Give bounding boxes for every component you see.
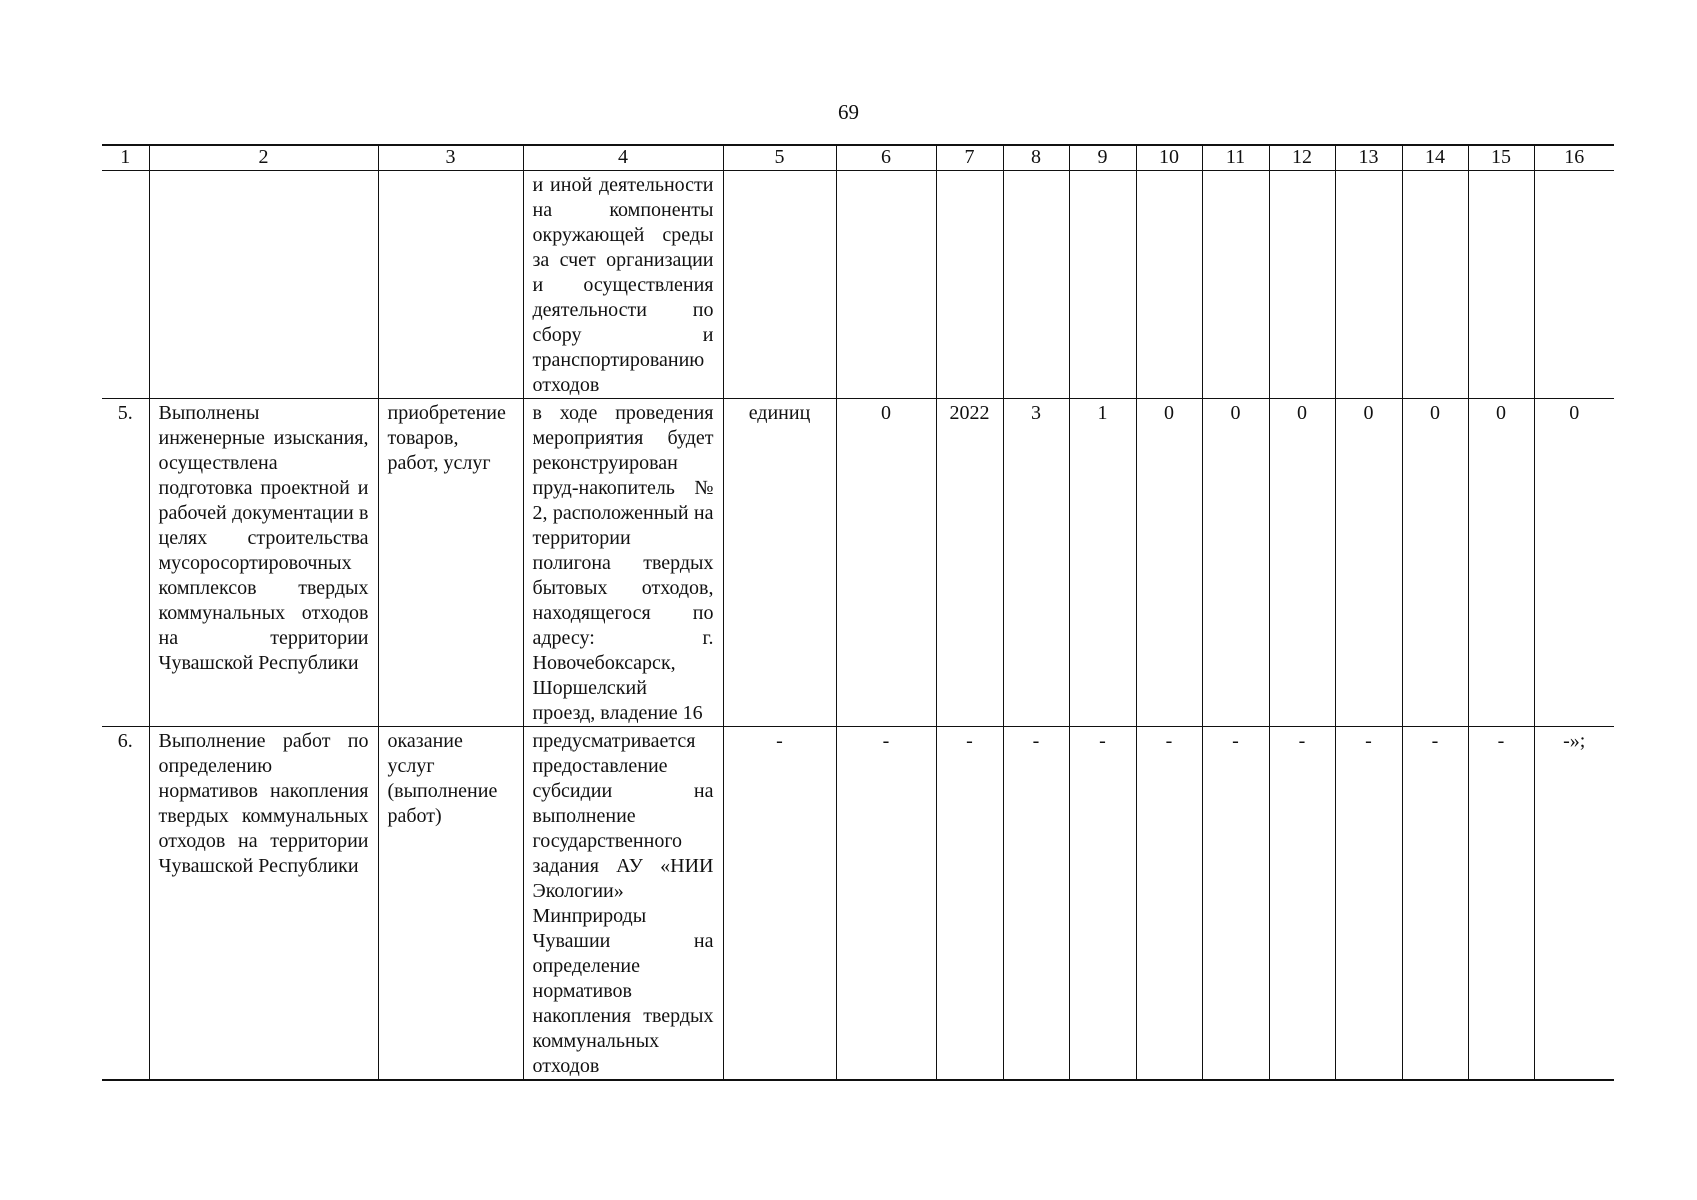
value-cell xyxy=(1069,171,1136,399)
value-cell: - xyxy=(936,727,1003,1081)
header-cell: 10 xyxy=(1136,145,1202,171)
value-cell: 1 xyxy=(1069,399,1136,727)
header-cell: 14 xyxy=(1402,145,1468,171)
measure-type: оказание услуг (выполнение работ) xyxy=(378,727,523,1081)
value-cell: 0 xyxy=(1136,399,1202,727)
table-row xyxy=(102,171,1614,399)
row-number: 5. xyxy=(102,399,149,727)
value-cell: - xyxy=(1269,727,1335,1081)
header-cell: 5 xyxy=(723,145,836,171)
value-cell: 2022 xyxy=(936,399,1003,727)
measure-unit xyxy=(723,171,836,399)
table-header-row xyxy=(102,145,1614,171)
header-cell: 9 xyxy=(1069,145,1136,171)
header-cell: 16 xyxy=(1534,145,1614,171)
value-cell: 0 xyxy=(1402,399,1468,727)
measure-description: предусматривается предоставление субсидии на выполнение государственного задания АУ «НИИ Экологии» Минприроды Чувашии на определение нормативов накопления твердых коммунальных отходов xyxy=(523,727,723,1081)
value-cell: - xyxy=(1003,727,1069,1081)
value-cell xyxy=(1335,171,1402,399)
value-cell: - xyxy=(836,727,936,1081)
header-cell: 8 xyxy=(1003,145,1069,171)
measures-table xyxy=(102,144,1614,1081)
value-cell xyxy=(1003,171,1069,399)
value-cell: 0 xyxy=(1269,399,1335,727)
value-cell: - xyxy=(1468,727,1534,1081)
measure-unit: - xyxy=(723,727,836,1081)
header-cell: 12 xyxy=(1269,145,1335,171)
table-row xyxy=(102,399,1614,727)
value-cell: 3 xyxy=(1003,399,1069,727)
measure-name xyxy=(149,171,378,399)
header-cell: 6 xyxy=(836,145,936,171)
value-cell: - xyxy=(1402,727,1468,1081)
value-cell: 0 xyxy=(1468,399,1534,727)
header-cell: 4 xyxy=(523,145,723,171)
table-row xyxy=(102,727,1614,1081)
page-number: 69 xyxy=(838,100,859,124)
row-number: 6. xyxy=(102,727,149,1081)
value-cell: -»; xyxy=(1534,727,1614,1081)
value-cell: 0 xyxy=(1335,399,1402,727)
row-number xyxy=(102,171,149,399)
measure-name: Выполнены инженерные изыскания, осуществлена подготовка проектной и рабочей документации в целях строительства мусоросортировочных комплексов твердых коммунальных отходов на территории Чувашской Республики xyxy=(149,399,378,727)
value-cell xyxy=(1402,171,1468,399)
measure-name: Выполнение работ по определению нормативов накопления твердых коммунальных отходов на территории Чувашской Республики xyxy=(149,727,378,1081)
value-cell: - xyxy=(1335,727,1402,1081)
value-cell: - xyxy=(1069,727,1136,1081)
value-cell xyxy=(1269,171,1335,399)
value-cell xyxy=(1136,171,1202,399)
value-cell xyxy=(1468,171,1534,399)
value-cell: 0 xyxy=(836,399,936,727)
header-cell: 2 xyxy=(149,145,378,171)
value-cell: - xyxy=(1202,727,1269,1081)
header-cell: 15 xyxy=(1468,145,1534,171)
measure-type: приобретение товаров, работ, услуг xyxy=(378,399,523,727)
measure-description: в ходе проведения мероприятия будет реконструирован пруд-накопитель № 2, расположенный на территории полигона твердых бытовых отходов, находящегося по адресу: г. Новочебоксарск, Шоршелский проезд, владение 16 xyxy=(523,399,723,727)
value-cell: 0 xyxy=(1534,399,1614,727)
value-cell xyxy=(836,171,936,399)
measure-type xyxy=(378,171,523,399)
value-cell xyxy=(1534,171,1614,399)
measure-description: и иной деятельности на компоненты окружающей среды за счет организации и осуществления деятельности по сбору и транспортированию отходов xyxy=(523,171,723,399)
header-cell: 13 xyxy=(1335,145,1402,171)
header-cell: 11 xyxy=(1202,145,1269,171)
value-cell: - xyxy=(1136,727,1202,1081)
value-cell xyxy=(1202,171,1269,399)
measure-unit: единиц xyxy=(723,399,836,727)
value-cell: 0 xyxy=(1202,399,1269,727)
header-cell: 1 xyxy=(102,145,149,171)
value-cell xyxy=(936,171,1003,399)
header-cell: 7 xyxy=(936,145,1003,171)
header-cell: 3 xyxy=(378,145,523,171)
